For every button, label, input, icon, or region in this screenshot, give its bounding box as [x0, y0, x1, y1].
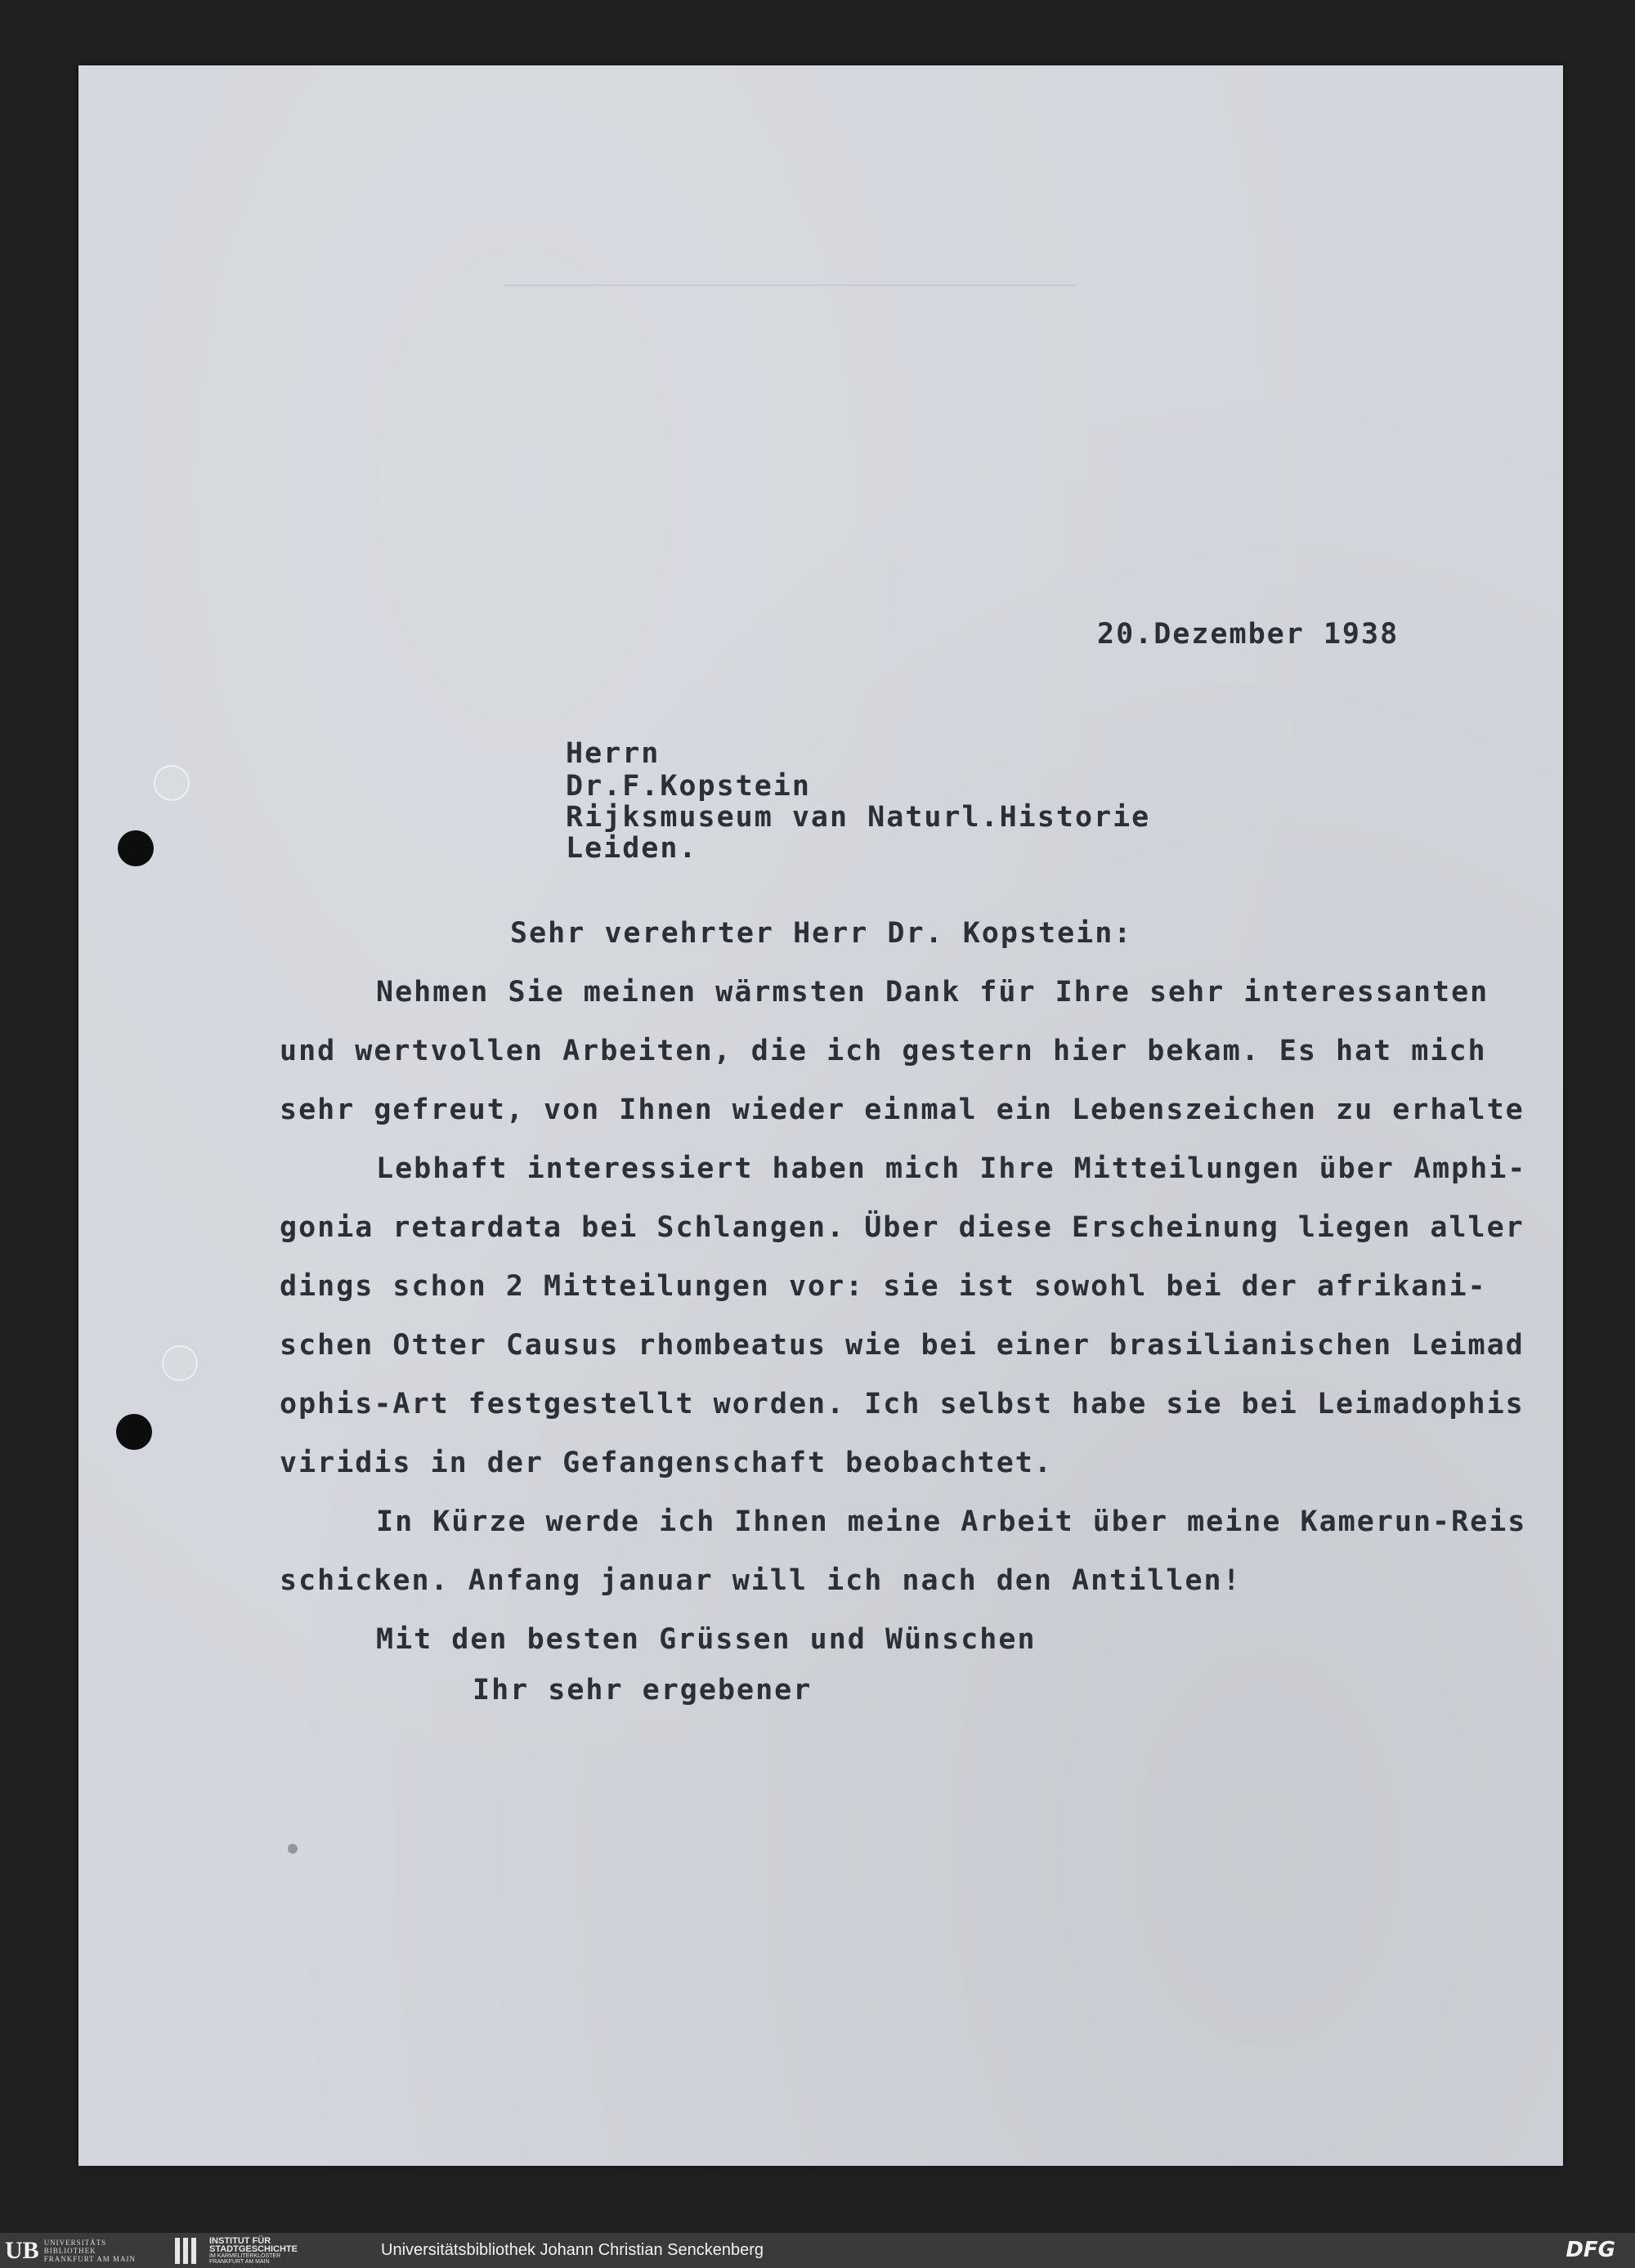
address-line-3: Rijksmuseum van Naturl.Historie: [566, 801, 1151, 834]
library-name: Universitätsbibliothek Johann Christian Senckenberg: [381, 2241, 764, 2259]
address-line-1: Herrn: [566, 737, 661, 770]
body-line: sehr gefreut, von Ihnen wieder einmal ein Lebenszeichen zu erhalte: [280, 1094, 1525, 1126]
institut-logo-line: IM KARMELITERKLOSTER: [209, 2253, 281, 2259]
ub-logo-line: FRANKFURT AM MAIN: [43, 2255, 137, 2263]
body-line: gonia retardata bei Schlangen. Über diese Erscheinung liegen aller: [280, 1211, 1525, 1244]
letter-date: 20.Dezember 1938: [1097, 618, 1400, 651]
institut-logo-text: [209, 2237, 298, 2265]
body-line: ophis-Art festgestellt worden. Ich selbst habe sie bei Leimadophis: [280, 1388, 1525, 1420]
institut-logo: [175, 2238, 298, 2264]
ub-logo: [5, 2238, 136, 2264]
address-line-2: Dr.F.Kopstein: [566, 770, 811, 803]
ub-logo-text: [44, 2239, 136, 2263]
institut-logo-line: INSTITUT FÜR: [209, 2236, 271, 2246]
punch-hole-ring-lower: [162, 1345, 198, 1381]
institut-logo-mark: [175, 2238, 204, 2264]
ub-logo-mark: UB: [5, 2237, 39, 2264]
body-line: und wertvollen Arbeiten, die ich gestern hier bekam. Es hat mich: [280, 1035, 1487, 1067]
punch-hole-upper: [118, 830, 154, 866]
salutation: Sehr verehrter Herr Dr. Kopstein:: [510, 917, 1133, 950]
body-line: viridis in der Gefangenschaft beobachtet.: [280, 1447, 1053, 1479]
faint-bleed-through: [504, 284, 1076, 286]
address-line-4: Leiden.: [566, 832, 698, 865]
body-line: dings schon 2 Mitteilungen vor: sie ist sowohl bei der afrikani-: [280, 1270, 1487, 1303]
institut-logo-line: STADTGESCHICHTE: [209, 2244, 298, 2254]
body-line: Lebhaft interessiert haben mich Ihre Mitteilungen über Amphi-: [376, 1152, 1527, 1185]
punch-hole-lower: [116, 1414, 152, 1450]
signoff-line: Ihr sehr ergebener: [473, 1674, 813, 1707]
body-line: In Kürze werde ich Ihnen meine Arbeit über meine Kamerun-Reis: [376, 1505, 1527, 1538]
letter-page: [78, 65, 1563, 2166]
ub-logo-line: BIBLIOTHEK: [43, 2247, 96, 2255]
body-line: schen Otter Causus rhombeatus wie bei einer brasilianischen Leimad: [280, 1329, 1525, 1362]
punch-hole-ring-upper: [154, 765, 190, 801]
archive-footer-bar: [0, 2233, 1635, 2268]
body-line: Nehmen Sie meinen wärmsten Dank für Ihre sehr interessanten: [376, 976, 1489, 1009]
dfg-logo: DFG: [1566, 2238, 1615, 2262]
ink-smudge: [288, 1844, 298, 1854]
closing-line: Mit den besten Grüssen und Wünschen: [376, 1623, 1037, 1656]
body-line: schicken. Anfang januar will ich nach den Antillen!: [280, 1564, 1242, 1597]
ub-logo-line: UNIVERSITÄTS: [43, 2239, 107, 2247]
institut-logo-line: FRANKFURT AM MAIN: [209, 2259, 270, 2265]
